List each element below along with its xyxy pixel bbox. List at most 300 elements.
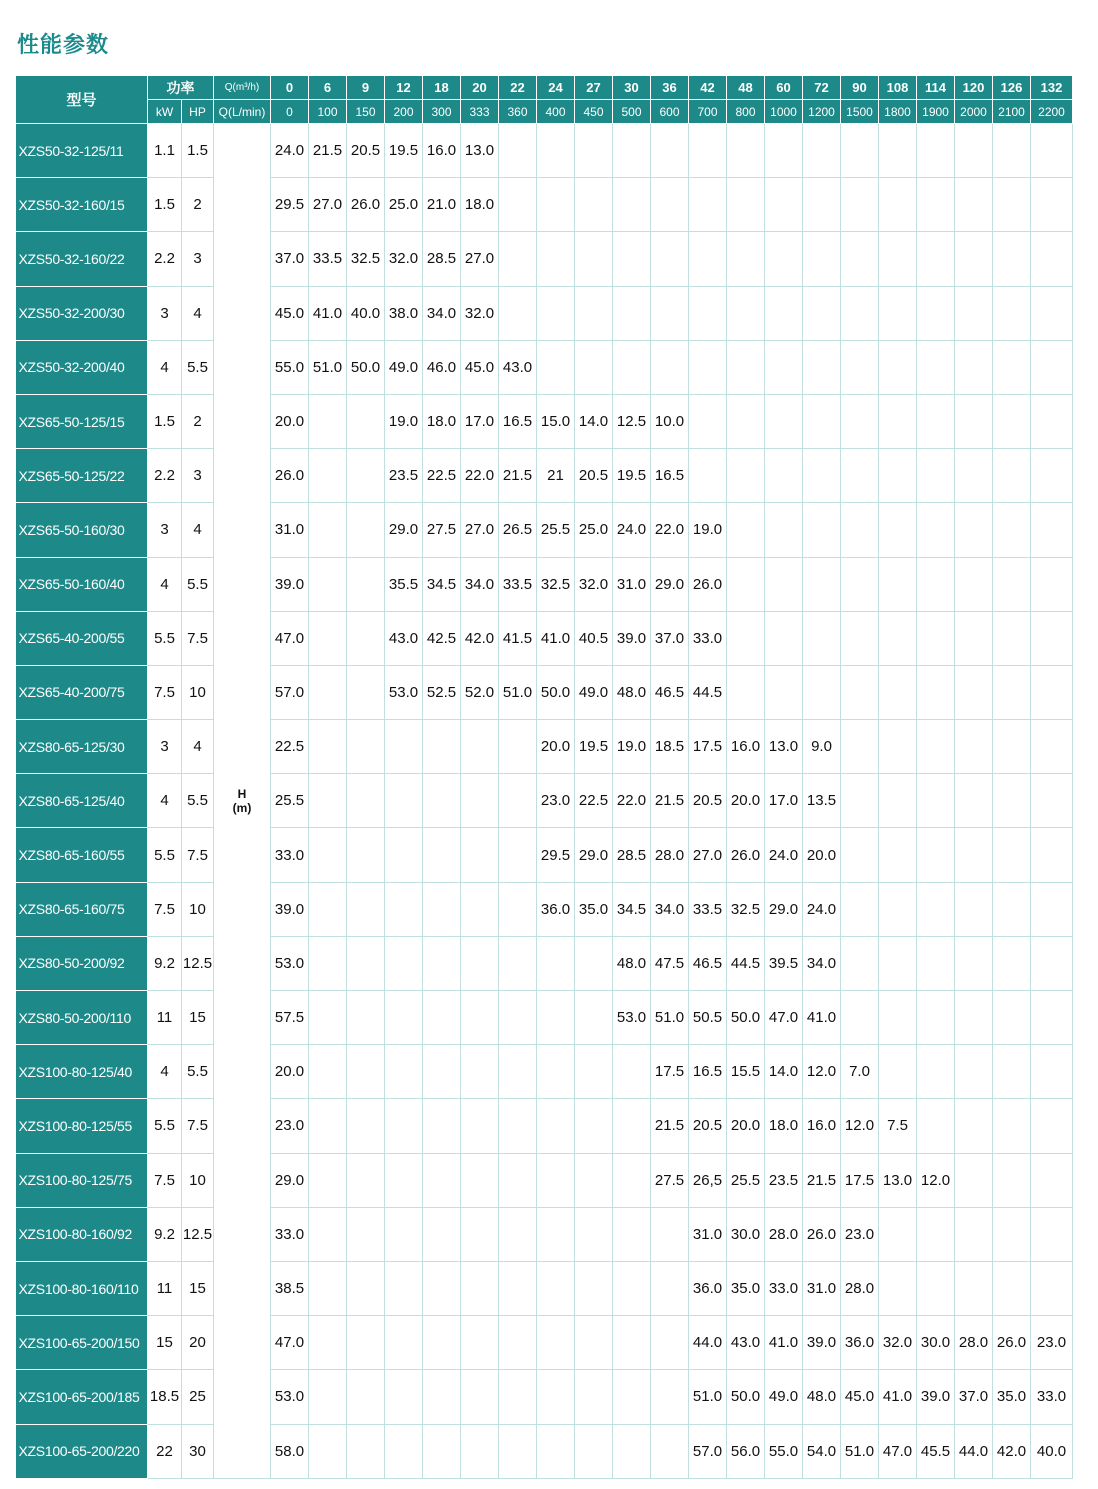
head-value-cell: 57.0 <box>689 1424 727 1478</box>
head-value-cell: 22.5 <box>575 774 613 828</box>
head-value-cell <box>955 557 993 611</box>
head-value-cell: 18.0 <box>461 178 499 232</box>
flow-lmin-header: 100 <box>309 100 347 124</box>
table-row <box>16 720 1073 774</box>
flow-m3h-header: 12 <box>385 76 423 100</box>
model-cell: XZS50-32-200/40 <box>16 340 148 394</box>
head-value-cell <box>385 991 423 1045</box>
head-value-cell: 42.0 <box>461 611 499 665</box>
head-value-cell <box>385 1370 423 1424</box>
model-cell: XZS65-50-160/40 <box>16 557 148 611</box>
head-value-cell: 51.0 <box>499 665 537 719</box>
model-cell: XZS100-80-160/110 <box>16 1261 148 1315</box>
head-value-cell <box>499 936 537 990</box>
head-value-cell <box>879 611 917 665</box>
head-value-cell <box>765 232 803 286</box>
head-value-cell: 31.0 <box>271 503 309 557</box>
head-value-cell <box>537 178 575 232</box>
head-value-cell: 44.0 <box>955 1424 993 1478</box>
head-value-cell: 57.0 <box>271 665 309 719</box>
head-value-cell <box>955 1099 993 1153</box>
head-value-cell <box>955 1261 993 1315</box>
head-unit-cell <box>214 124 271 1479</box>
table-row <box>16 124 1073 178</box>
head-value-cell <box>347 557 385 611</box>
head-value-cell: 25.5 <box>537 503 575 557</box>
head-value-cell <box>955 340 993 394</box>
head-value-cell <box>309 1316 347 1370</box>
head-value-cell <box>765 286 803 340</box>
table-row <box>16 449 1073 503</box>
model-cell: XZS50-32-125/11 <box>16 124 148 178</box>
head-value-cell <box>841 449 879 503</box>
head-value-cell: 48.0 <box>803 1370 841 1424</box>
head-value-cell: 32.0 <box>575 557 613 611</box>
head-value-cell <box>879 449 917 503</box>
head-value-cell: 46.5 <box>689 936 727 990</box>
head-value-cell: 34.5 <box>613 882 651 936</box>
head-value-cell: 19.5 <box>575 720 613 774</box>
model-cell: XZS65-50-125/15 <box>16 394 148 448</box>
head-value-cell <box>385 720 423 774</box>
flow-m3h-header: 22 <box>499 76 537 100</box>
head-value-cell: 32.0 <box>461 286 499 340</box>
head-value-cell: 47.5 <box>651 936 689 990</box>
head-value-cell <box>423 1370 461 1424</box>
head-value-cell <box>613 340 651 394</box>
head-value-cell: 12.0 <box>803 1045 841 1099</box>
head-value-cell: 55.0 <box>765 1424 803 1478</box>
head-value-cell <box>347 1316 385 1370</box>
head-value-cell: 27.0 <box>461 503 499 557</box>
table-row <box>16 557 1073 611</box>
head-value-cell <box>1031 503 1073 557</box>
head-value-cell: 16.0 <box>423 124 461 178</box>
head-value-cell <box>385 1153 423 1207</box>
hp-cell: 12.5 <box>182 1207 214 1261</box>
head-value-cell: 51.0 <box>309 340 347 394</box>
head-value-cell: 50.0 <box>537 665 575 719</box>
head-value-cell: 27.0 <box>461 232 499 286</box>
head-value-cell <box>765 394 803 448</box>
hp-cell: 2 <box>182 394 214 448</box>
head-value-cell: 33.0 <box>765 1261 803 1315</box>
head-value-cell: 34.5 <box>423 557 461 611</box>
model-cell: XZS65-40-200/55 <box>16 611 148 665</box>
performance-table <box>15 75 1073 1479</box>
kw-cell: 7.5 <box>148 882 182 936</box>
head-value-cell <box>727 557 765 611</box>
head-value-cell <box>347 1261 385 1315</box>
head-value-cell: 31.0 <box>613 557 651 611</box>
head-value-cell <box>385 1316 423 1370</box>
hp-cell: 3 <box>182 232 214 286</box>
head-value-cell <box>993 991 1031 1045</box>
head-value-cell: 40.0 <box>1031 1424 1073 1478</box>
head-value-cell <box>993 232 1031 286</box>
head-value-cell <box>879 503 917 557</box>
head-value-cell <box>1031 178 1073 232</box>
head-value-cell: 20.0 <box>727 1099 765 1153</box>
head-value-cell <box>955 882 993 936</box>
head-value-cell: 31.0 <box>803 1261 841 1315</box>
head-value-cell: 21.5 <box>651 774 689 828</box>
head-value-cell: 25.5 <box>727 1153 765 1207</box>
head-value-cell: 41.0 <box>765 1316 803 1370</box>
head-value-cell <box>727 286 765 340</box>
head-value-cell: 27.0 <box>689 828 727 882</box>
head-value-cell <box>993 611 1031 665</box>
head-value-cell: 42.0 <box>993 1424 1031 1478</box>
head-value-cell <box>841 936 879 990</box>
head-value-cell <box>955 991 993 1045</box>
head-value-cell: 50.0 <box>727 1370 765 1424</box>
head-value-cell: 28.0 <box>955 1316 993 1370</box>
hp-cell: 10 <box>182 1153 214 1207</box>
head-value-cell <box>917 124 955 178</box>
flow-lmin-header: 200 <box>385 100 423 124</box>
flow-lmin-header: 1500 <box>841 100 879 124</box>
kw-cell: 15 <box>148 1316 182 1370</box>
flow-m3h-header: 36 <box>651 76 689 100</box>
head-value-cell <box>765 178 803 232</box>
head-value-cell <box>765 557 803 611</box>
model-cell: XZS50-32-160/15 <box>16 178 148 232</box>
head-value-cell <box>499 1316 537 1370</box>
head-unit-meters: (m) <box>232 800 252 815</box>
head-value-cell: 26.0 <box>803 1207 841 1261</box>
head-value-cell: 22.0 <box>461 449 499 503</box>
head-value-cell: 39.0 <box>271 557 309 611</box>
head-value-cell <box>879 557 917 611</box>
head-value-cell <box>613 124 651 178</box>
head-value-cell <box>841 394 879 448</box>
hp-cell: 4 <box>182 286 214 340</box>
head-value-cell: 32.0 <box>879 1316 917 1370</box>
head-value-cell <box>879 665 917 719</box>
head-value-cell <box>841 828 879 882</box>
head-value-cell <box>803 340 841 394</box>
head-value-cell <box>917 936 955 990</box>
table-row <box>16 1316 1073 1370</box>
head-value-cell: 39.5 <box>765 936 803 990</box>
head-value-cell <box>651 1261 689 1315</box>
head-value-cell <box>917 503 955 557</box>
flow-m3h-header: 72 <box>803 76 841 100</box>
head-value-cell <box>841 720 879 774</box>
kw-cell: 9.2 <box>148 1207 182 1261</box>
kw-cell: 3 <box>148 720 182 774</box>
kw-cell: 11 <box>148 991 182 1045</box>
flow-m3h-header: 30 <box>613 76 651 100</box>
head-value-cell <box>879 720 917 774</box>
head-value-cell <box>385 774 423 828</box>
head-value-cell <box>613 1261 651 1315</box>
head-value-cell: 16.0 <box>727 720 765 774</box>
head-value-cell <box>1031 124 1073 178</box>
model-cell: XZS100-80-125/40 <box>16 1045 148 1099</box>
head-value-cell <box>347 665 385 719</box>
flow-lmin-header: 360 <box>499 100 537 124</box>
head-value-cell: 22.0 <box>613 774 651 828</box>
table-row <box>16 1424 1073 1478</box>
head-value-cell: 26.0 <box>271 449 309 503</box>
head-value-cell <box>993 340 1031 394</box>
head-value-cell <box>309 1261 347 1315</box>
head-value-cell: 37.0 <box>271 232 309 286</box>
head-value-cell <box>955 665 993 719</box>
head-value-cell <box>385 1207 423 1261</box>
head-value-cell <box>879 286 917 340</box>
head-value-cell: 54.0 <box>803 1424 841 1478</box>
head-value-cell: 22.0 <box>651 503 689 557</box>
flow-m3h-header: 6 <box>309 76 347 100</box>
head-value-cell: 19.0 <box>613 720 651 774</box>
head-value-cell <box>803 124 841 178</box>
head-value-cell <box>689 286 727 340</box>
flow-m3h-header: 0 <box>271 76 309 100</box>
head-value-cell <box>1031 286 1073 340</box>
model-cell: XZS65-40-200/75 <box>16 665 148 719</box>
table-row <box>16 828 1073 882</box>
table-row <box>16 665 1073 719</box>
hp-cell: 12.5 <box>182 936 214 990</box>
table-row <box>16 936 1073 990</box>
head-value-cell <box>993 449 1031 503</box>
head-value-cell: 41.0 <box>537 611 575 665</box>
head-value-cell: 32.0 <box>385 232 423 286</box>
head-value-cell: 19.5 <box>385 124 423 178</box>
head-value-cell <box>993 1099 1031 1153</box>
head-value-cell <box>993 1153 1031 1207</box>
head-value-cell: 51.0 <box>689 1370 727 1424</box>
head-value-cell <box>879 232 917 286</box>
head-value-cell: 48.0 <box>613 665 651 719</box>
head-value-cell <box>537 1424 575 1478</box>
head-value-cell <box>765 340 803 394</box>
head-value-cell <box>309 503 347 557</box>
head-value-cell <box>993 503 1031 557</box>
head-value-cell <box>727 340 765 394</box>
head-value-cell <box>917 1045 955 1099</box>
head-value-cell <box>423 774 461 828</box>
head-value-cell <box>613 232 651 286</box>
model-header: 型号 <box>16 76 148 124</box>
head-value-cell <box>537 1099 575 1153</box>
head-value-cell: 29.5 <box>271 178 309 232</box>
head-value-cell <box>1031 611 1073 665</box>
flow-m3h-header: 48 <box>727 76 765 100</box>
hp-cell: 4 <box>182 720 214 774</box>
head-value-cell <box>575 1261 613 1315</box>
model-cell: XZS100-65-200/220 <box>16 1424 148 1478</box>
head-value-cell: 51.0 <box>651 991 689 1045</box>
table-row <box>16 882 1073 936</box>
head-value-cell: 10.0 <box>651 394 689 448</box>
head-value-cell <box>347 1424 385 1478</box>
head-value-cell <box>765 665 803 719</box>
head-value-cell <box>879 882 917 936</box>
model-cell: XZS100-80-125/75 <box>16 1153 148 1207</box>
head-value-cell <box>993 828 1031 882</box>
head-value-cell <box>727 611 765 665</box>
head-value-cell <box>423 1153 461 1207</box>
head-value-cell <box>955 611 993 665</box>
head-value-cell: 26,5 <box>689 1153 727 1207</box>
head-value-cell: 51.0 <box>841 1424 879 1478</box>
head-value-cell: 29.0 <box>385 503 423 557</box>
head-value-cell: 36.0 <box>537 882 575 936</box>
head-value-cell: 47.0 <box>271 611 309 665</box>
head-value-cell <box>461 828 499 882</box>
head-value-cell <box>309 665 347 719</box>
kw-cell: 4 <box>148 774 182 828</box>
head-value-cell: 47.0 <box>271 1316 309 1370</box>
head-value-cell <box>917 991 955 1045</box>
head-value-cell <box>461 1370 499 1424</box>
head-value-cell <box>955 286 993 340</box>
head-value-cell <box>347 828 385 882</box>
head-value-cell: 33.5 <box>499 557 537 611</box>
head-value-cell <box>1031 774 1073 828</box>
head-value-cell <box>613 1424 651 1478</box>
head-value-cell: 24.0 <box>765 828 803 882</box>
flow-lmin-header: 333 <box>461 100 499 124</box>
head-value-cell <box>499 991 537 1045</box>
head-value-cell <box>1031 720 1073 774</box>
flow-lmin-header: 700 <box>689 100 727 124</box>
head-value-cell <box>309 936 347 990</box>
head-value-cell: 27.0 <box>309 178 347 232</box>
head-value-cell: 14.0 <box>575 394 613 448</box>
head-value-cell: 13.0 <box>765 720 803 774</box>
head-value-cell <box>993 286 1031 340</box>
kw-cell: 5.5 <box>148 1099 182 1153</box>
model-cell: XZS80-50-200/92 <box>16 936 148 990</box>
head-value-cell <box>727 394 765 448</box>
flow-lmin-header: 150 <box>347 100 385 124</box>
head-value-cell: 49.0 <box>575 665 613 719</box>
kw-cell: 4 <box>148 1045 182 1099</box>
head-value-cell <box>993 1045 1031 1099</box>
head-value-cell <box>613 1099 651 1153</box>
flow-lmin-header: 500 <box>613 100 651 124</box>
head-value-cell <box>955 1207 993 1261</box>
head-value-cell: 56.0 <box>727 1424 765 1478</box>
head-value-cell <box>499 1261 537 1315</box>
head-value-cell: 20.0 <box>803 828 841 882</box>
head-value-cell <box>1031 449 1073 503</box>
head-value-cell <box>385 882 423 936</box>
head-value-cell: 50.0 <box>727 991 765 1045</box>
flow-m3h-header: 126 <box>993 76 1031 100</box>
head-value-cell <box>651 1207 689 1261</box>
head-value-cell: 42.5 <box>423 611 461 665</box>
flow-m3h-header: 27 <box>575 76 613 100</box>
flow-m3h-header: 132 <box>1031 76 1073 100</box>
head-value-cell: 30.0 <box>917 1316 955 1370</box>
head-value-cell: 25.0 <box>575 503 613 557</box>
head-value-cell: 22.5 <box>271 720 309 774</box>
head-value-cell: 32.5 <box>347 232 385 286</box>
head-value-cell: 23.5 <box>385 449 423 503</box>
head-value-cell: 28.0 <box>651 828 689 882</box>
head-value-cell <box>309 1153 347 1207</box>
head-value-cell <box>689 124 727 178</box>
head-value-cell: 20.0 <box>271 1045 309 1099</box>
flow-lmin-header: 300 <box>423 100 461 124</box>
head-value-cell: 19.0 <box>689 503 727 557</box>
head-value-cell: 47.0 <box>879 1424 917 1478</box>
head-value-cell <box>993 557 1031 611</box>
head-value-cell <box>537 1370 575 1424</box>
model-cell: XZS80-50-200/110 <box>16 991 148 1045</box>
page-title: 性能参数 <box>17 33 110 58</box>
head-value-cell: 37.0 <box>651 611 689 665</box>
hp-cell: 7.5 <box>182 1099 214 1153</box>
head-value-cell <box>1031 1207 1073 1261</box>
head-value-cell <box>499 1045 537 1099</box>
kw-cell: 11 <box>148 1261 182 1315</box>
head-value-cell <box>955 936 993 990</box>
head-value-cell: 24.0 <box>803 882 841 936</box>
head-value-cell: 26.0 <box>347 178 385 232</box>
head-value-cell <box>993 178 1031 232</box>
head-value-cell <box>423 1424 461 1478</box>
head-value-cell <box>955 828 993 882</box>
head-value-cell: 16.5 <box>689 1045 727 1099</box>
head-value-cell <box>423 1099 461 1153</box>
flow-m3h-header: 18 <box>423 76 461 100</box>
head-value-cell <box>309 449 347 503</box>
head-value-cell: 41.0 <box>309 286 347 340</box>
head-value-cell <box>309 394 347 448</box>
head-value-cell <box>879 124 917 178</box>
head-value-cell: 36.0 <box>689 1261 727 1315</box>
head-value-cell <box>309 1045 347 1099</box>
table-row <box>16 611 1073 665</box>
kw-cell: 3 <box>148 286 182 340</box>
head-value-cell: 17.0 <box>461 394 499 448</box>
head-value-cell <box>955 720 993 774</box>
hp-cell: 1.5 <box>182 124 214 178</box>
head-value-cell: 35.0 <box>727 1261 765 1315</box>
head-value-cell <box>879 178 917 232</box>
head-value-cell: 28.0 <box>841 1261 879 1315</box>
head-value-cell: 49.0 <box>765 1370 803 1424</box>
head-value-cell <box>1031 340 1073 394</box>
head-value-cell <box>575 232 613 286</box>
flow-lmin-header: 1800 <box>879 100 917 124</box>
head-value-cell: 21.0 <box>423 178 461 232</box>
head-value-cell <box>955 1153 993 1207</box>
head-value-cell <box>879 828 917 882</box>
head-value-cell <box>1031 394 1073 448</box>
head-value-cell <box>1031 991 1073 1045</box>
head-value-cell: 33.5 <box>689 882 727 936</box>
head-value-cell: 29.0 <box>651 557 689 611</box>
flow-lmin-label: Q(L/min) <box>214 100 271 124</box>
head-value-cell <box>575 1370 613 1424</box>
head-value-cell <box>689 232 727 286</box>
kw-header: kW <box>148 100 182 124</box>
head-value-cell: 39.0 <box>613 611 651 665</box>
head-value-cell <box>347 503 385 557</box>
head-value-cell <box>537 1153 575 1207</box>
head-value-cell <box>575 936 613 990</box>
head-value-cell: 24.0 <box>271 124 309 178</box>
head-value-cell <box>309 1370 347 1424</box>
